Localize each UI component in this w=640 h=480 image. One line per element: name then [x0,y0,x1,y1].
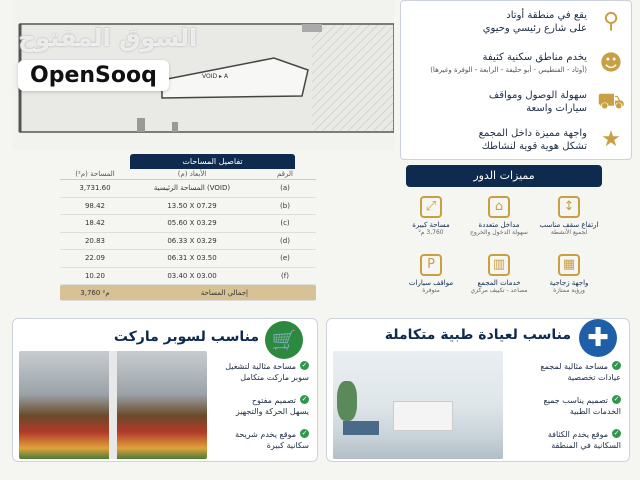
feature-access: سهولة الوصول ومواقف سيارات واسعة ⛟ [488,89,625,114]
list-item: ✓تصميم يناسب جميع الخدمات الطبية [543,395,621,416]
feature-location: يقع في منطقة أوتاد على شارع رئيسي وحيوي ⚲ [399,3,625,41]
parking-icon: P [420,254,442,276]
areas-table [60,168,316,301]
floor-feature-ceiling: ↕ ارتفاع سقف مناسب لجميع الأنشطة [536,196,602,236]
list-item: ✓موقع يخدم الكثافة السكانية في المنطقة [547,429,621,450]
supermarket-card [12,318,318,462]
features-panel [400,0,632,160]
feature-facade: واجهة مميزة داخل المجمع تشكل هوية قوية لنشاطك ★ [399,121,625,159]
floor-features-title: مميزات الدور [406,165,602,187]
total-row: 3,760 م² إجمالي المساحة [60,285,316,301]
table-row: 18.42 05.60 X 03.29 (c) [60,215,316,233]
table-row: 20.83 06.33 X 03.29 (d) [60,233,316,251]
expand-icon: ⤢ [420,196,442,218]
door-icon: ⌂ [488,196,510,218]
supermarket-title: مناسب لسوبر ماركت [113,329,259,345]
list-item: ✓مساحة مثالية لمجمع عيادات تخصصية [540,361,621,382]
list-item: ✓تصميم مفتوح يسهل الحركة والتجهيز [235,395,309,416]
supermarket-photo [19,351,207,459]
floor-feature-services: ▥ خدمات المجمع مصاعد - تكييف مركزي [466,254,532,294]
storefront-icon: ▦ [558,254,580,276]
list-item: ✓مساحة مثالية لتشغيل سوبر ماركت متكامل [225,361,309,382]
table-row: 10.20 03.40 X 03.00 (f) [60,268,316,286]
table-row: 3,731.60 المساحة الرئيسية (VOID) (a) [60,180,316,198]
floor-feature-entrances: ⌂ مداخل متعددة سهولة الدخول والخروج [466,196,532,236]
opensooq-logo[interactable]: OpenSooq [18,60,169,91]
list-item: ✓موقع يخدم شريحة سكانية كبيرة [235,429,309,450]
medical-cross-icon: ✚ [579,319,617,357]
floor-feature-space: ⤢ مساحة كبيرة 3,760 م² [398,196,464,236]
floor-feature-glass: ▦ واجهة زجاجية ورؤية ممتازة [536,254,602,294]
table-header: المساحة (م²) الأبعاد (م) الرقم [60,168,316,180]
car-icon: ⛟ [597,89,625,114]
star-icon: ★ [601,127,621,152]
feature-population: يخدم مناطق سكنية كثيفة (أوتاد - الفنطيس - أبو حليفة - الرابعة - الوفرة وغيرها) ☻ [399,45,625,83]
people-icon: ☻ [599,51,623,76]
medical-card [326,318,630,462]
ceiling-height-icon: ↕ [558,196,580,218]
table-row: 98.42 13.50 X 07.29 (b) [60,198,316,216]
clinic-photo [333,351,503,459]
location-pin-icon: ⚲ [602,9,620,34]
table-row: 22.09 06.31 X 03.50 (e) [60,250,316,268]
watermark-arabic: السوق المفتوح [18,24,198,52]
void-label: VOID ▸ A [202,73,229,80]
floor-feature-parking: P مواقف سيارات متوفرة [398,254,464,294]
building-icon: ▥ [488,254,510,276]
cart-icon: 🛒 [265,321,303,359]
areas-title: تفاصيل المساحات [130,154,295,169]
medical-title: مناسب لعيادة طبية متكاملة [384,327,571,343]
